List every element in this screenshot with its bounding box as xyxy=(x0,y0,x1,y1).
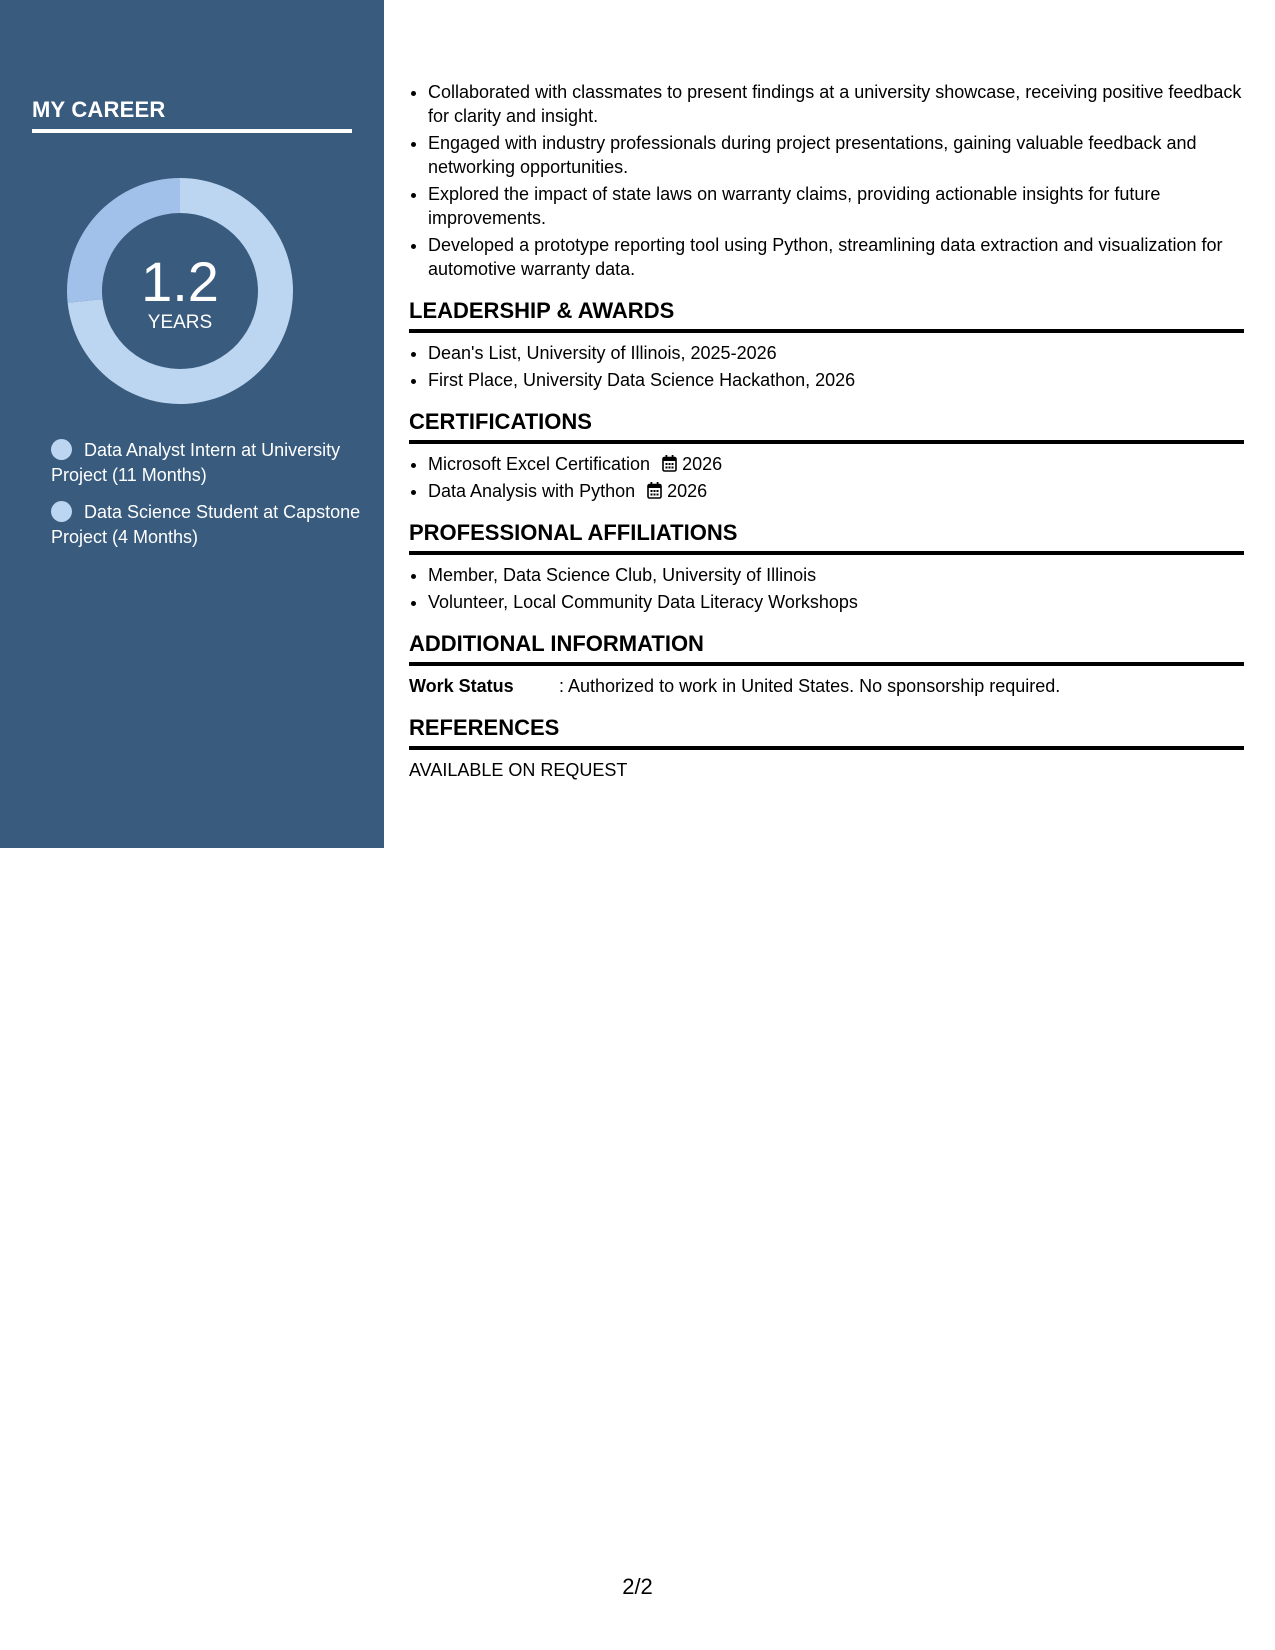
page-number: 2/2 xyxy=(622,1574,653,1599)
work-status-label: Work Status xyxy=(409,676,514,696)
career-title: MY CAREER xyxy=(32,97,352,133)
certifications-list xyxy=(409,452,1244,503)
calendar-icon xyxy=(647,482,662,499)
section-title-leadership: LEADERSHIP & AWARDS xyxy=(409,297,1244,333)
career-item-text: Data Analyst Intern at University Project (11 Months) xyxy=(51,440,341,485)
section-title-certifications: CERTIFICATIONS xyxy=(409,408,1244,444)
references-text: AVAILABLE ON REQUEST xyxy=(409,760,628,780)
certification-name: Microsoft Excel Certification xyxy=(428,454,651,474)
leadership-list xyxy=(409,341,1244,392)
list-item: • Developed a prototype reporting tool using Python, streamlining data extraction and visualization for automotive warranty data. xyxy=(428,233,1244,281)
legend-dot xyxy=(51,501,72,522)
career-item xyxy=(51,500,371,550)
list-item: • Dean's List, University of Illinois, 2025-2026 xyxy=(428,341,1244,365)
work-status-value: : Authorized to work in United States. No sponsorship required. xyxy=(559,676,1061,696)
career-item-text: Data Science Student at Capstone Project (4 Months) xyxy=(51,502,361,547)
legend-dot xyxy=(51,439,72,460)
section-title-affiliations: PROFESSIONAL AFFILIATIONS xyxy=(409,519,1244,555)
main-content xyxy=(409,80,1244,782)
list-item: • Engaged with industry professionals during project presentations, gaining valuable feedback and networking opportunities. xyxy=(428,131,1244,179)
certification-year: 2026 xyxy=(682,454,723,474)
list-item xyxy=(428,452,1244,476)
list-item: • Collaborated with classmates to present findings at a university showcase, receiving positive feedback for clarity and insight. xyxy=(428,80,1244,128)
list-item: • First Place, University Data Science Hackathon, 2026 xyxy=(428,368,1244,392)
donut-unit: YEARS xyxy=(147,312,213,333)
career-list xyxy=(51,438,371,562)
sidebar xyxy=(0,0,384,848)
career-donut-chart xyxy=(66,177,294,405)
certification-name: Data Analysis with Python xyxy=(428,481,636,501)
career-item xyxy=(51,438,371,488)
list-item: • Explored the impact of state laws on warranty claims, providing actionable insights for future improvements. xyxy=(428,182,1244,230)
section-title-additional-info: ADDITIONAL INFORMATION xyxy=(409,630,1244,666)
affiliations-list xyxy=(409,563,1244,614)
calendar-icon xyxy=(662,455,677,472)
donut-value: 1.2 xyxy=(141,250,219,313)
certification-year: 2026 xyxy=(667,481,708,501)
list-item xyxy=(428,479,1244,503)
section-title-references: REFERENCES xyxy=(409,714,1244,750)
project-bullets xyxy=(409,80,1244,281)
work-status-row xyxy=(409,674,1244,698)
list-item: • Volunteer, Local Community Data Literacy Workshops xyxy=(428,590,1244,614)
list-item: • Member, Data Science Club, University of Illinois xyxy=(428,563,1244,587)
